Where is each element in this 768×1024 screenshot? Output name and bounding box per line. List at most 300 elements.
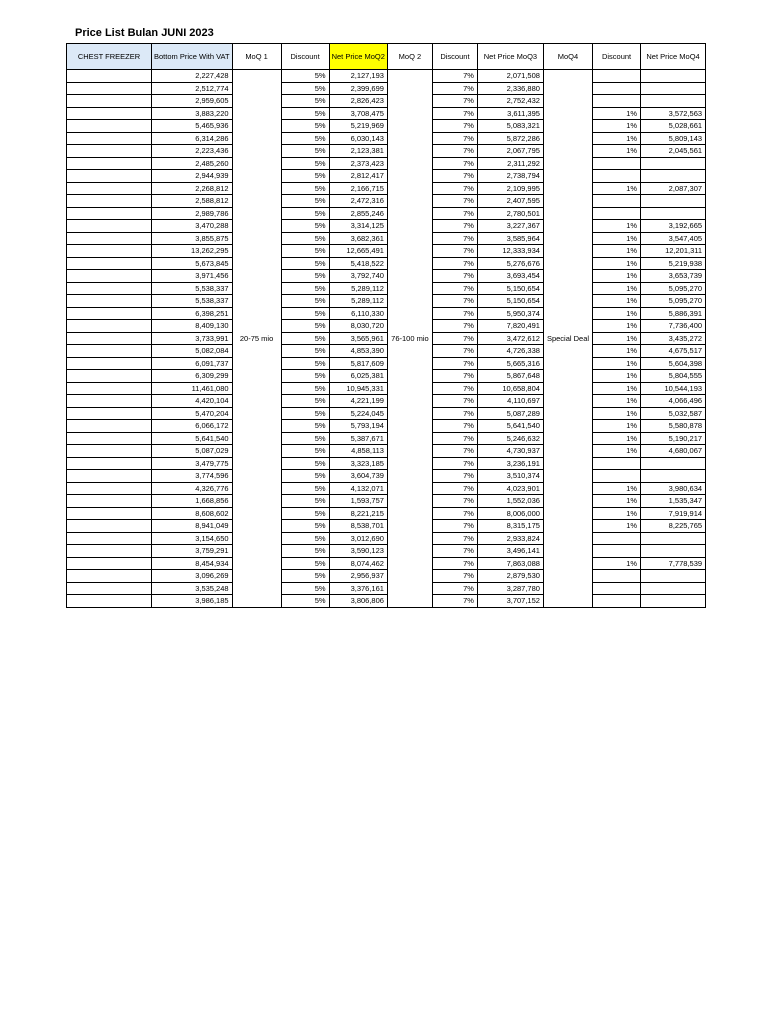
net-price-moq3-cell: 5,276,676 [477, 257, 543, 270]
net-price-moq3-cell: 2,933,824 [477, 532, 543, 545]
discount-2-cell: 7% [432, 232, 477, 245]
table-row [67, 182, 706, 195]
net-price-moq4-cell: 7,919,914 [641, 507, 706, 520]
product-cell [67, 207, 152, 220]
discount-1-cell: 5% [281, 570, 329, 583]
header-discount-2: Discount [432, 44, 477, 70]
table-row [67, 295, 706, 308]
discount-3-cell: 1% [593, 182, 641, 195]
product-cell [67, 132, 152, 145]
net-price-moq3-cell: 5,087,289 [477, 407, 543, 420]
table-row [67, 282, 706, 295]
discount-1-cell: 5% [281, 382, 329, 395]
product-cell [67, 257, 152, 270]
table-row [67, 245, 706, 258]
net-price-moq3-cell: 2,407,595 [477, 195, 543, 208]
product-cell [67, 532, 152, 545]
net-price-moq2-cell: 6,025,381 [329, 370, 387, 383]
discount-1-cell: 5% [281, 145, 329, 158]
discount-2-cell: 7% [432, 507, 477, 520]
table-row [67, 545, 706, 558]
discount-2-cell: 7% [432, 482, 477, 495]
discount-1-cell: 5% [281, 470, 329, 483]
header-discount-3: Discount [593, 44, 641, 70]
discount-3-cell: 1% [593, 332, 641, 345]
table-row [67, 445, 706, 458]
net-price-moq2-cell: 3,806,806 [329, 595, 387, 608]
net-price-moq3-cell: 2,109,995 [477, 182, 543, 195]
discount-3-cell [593, 532, 641, 545]
bottom-price-cell: 5,470,204 [152, 407, 233, 420]
table-row [67, 482, 706, 495]
moq4-deal-cell: Special Deal [543, 70, 592, 608]
net-price-moq2-cell: 4,858,113 [329, 445, 387, 458]
bottom-price-cell: 5,465,936 [152, 120, 233, 133]
product-cell [67, 307, 152, 320]
discount-3-cell: 1% [593, 320, 641, 333]
discount-2-cell: 7% [432, 207, 477, 220]
discount-3-cell: 1% [593, 557, 641, 570]
discount-3-cell: 1% [593, 270, 641, 283]
net-price-moq4-cell: 5,095,270 [641, 295, 706, 308]
discount-1-cell: 5% [281, 595, 329, 608]
net-price-moq2-cell: 2,373,423 [329, 157, 387, 170]
net-price-moq2-cell: 10,945,331 [329, 382, 387, 395]
discount-3-cell: 1% [593, 407, 641, 420]
product-cell [67, 270, 152, 283]
product-cell [67, 545, 152, 558]
bottom-price-cell: 3,535,248 [152, 582, 233, 595]
table-row [67, 432, 706, 445]
discount-1-cell: 5% [281, 482, 329, 495]
discount-2-cell: 7% [432, 495, 477, 508]
net-price-moq3-cell: 4,110,697 [477, 395, 543, 408]
product-cell [67, 332, 152, 345]
net-price-moq4-cell: 5,028,661 [641, 120, 706, 133]
discount-3-cell [593, 170, 641, 183]
discount-1-cell: 5% [281, 282, 329, 295]
bottom-price-cell: 5,538,337 [152, 295, 233, 308]
net-price-moq4-cell [641, 195, 706, 208]
discount-3-cell: 1% [593, 357, 641, 370]
net-price-moq3-cell: 5,867,648 [477, 370, 543, 383]
table-row [67, 270, 706, 283]
table-row [67, 595, 706, 608]
table-row [67, 457, 706, 470]
net-price-moq2-cell: 1,593,757 [329, 495, 387, 508]
net-price-moq3-cell: 5,641,540 [477, 420, 543, 433]
discount-3-cell [593, 582, 641, 595]
table-row [67, 420, 706, 433]
discount-3-cell: 1% [593, 420, 641, 433]
discount-2-cell: 7% [432, 70, 477, 83]
discount-3-cell: 1% [593, 495, 641, 508]
discount-3-cell [593, 195, 641, 208]
discount-2-cell: 7% [432, 132, 477, 145]
net-price-moq4-cell: 3,572,563 [641, 107, 706, 120]
net-price-moq2-cell: 5,219,969 [329, 120, 387, 133]
net-price-moq4-cell [641, 545, 706, 558]
net-price-moq4-cell: 5,804,555 [641, 370, 706, 383]
discount-1-cell: 5% [281, 307, 329, 320]
product-cell [67, 345, 152, 358]
discount-1-cell: 5% [281, 270, 329, 283]
product-cell [67, 395, 152, 408]
table-row [67, 220, 706, 233]
discount-3-cell [593, 595, 641, 608]
moq1-range-cell: 20-75 mio [232, 70, 281, 608]
table-row [67, 82, 706, 95]
discount-2-cell: 7% [432, 357, 477, 370]
discount-2-cell: 7% [432, 307, 477, 320]
net-price-moq2-cell: 3,604,739 [329, 470, 387, 483]
table-row [67, 495, 706, 508]
table-row [67, 320, 706, 333]
net-price-moq4-cell: 3,192,665 [641, 220, 706, 233]
net-price-moq2-cell: 2,956,937 [329, 570, 387, 583]
discount-3-cell: 1% [593, 220, 641, 233]
product-cell [67, 570, 152, 583]
header-discount-1: Discount [281, 44, 329, 70]
net-price-moq4-cell: 4,680,067 [641, 445, 706, 458]
net-price-moq3-cell: 5,246,632 [477, 432, 543, 445]
discount-1-cell: 5% [281, 507, 329, 520]
product-cell [67, 120, 152, 133]
table-row [67, 332, 706, 345]
bottom-price-cell: 5,673,845 [152, 257, 233, 270]
bottom-price-cell: 3,096,269 [152, 570, 233, 583]
net-price-moq4-cell: 5,032,587 [641, 407, 706, 420]
discount-3-cell: 1% [593, 257, 641, 270]
product-cell [67, 107, 152, 120]
discount-1-cell: 5% [281, 157, 329, 170]
table-row [67, 207, 706, 220]
discount-1-cell: 5% [281, 457, 329, 470]
sheet-title: Price List Bulan JUNI 2023 [75, 27, 214, 39]
discount-3-cell [593, 570, 641, 583]
product-cell [67, 595, 152, 608]
table-row [67, 470, 706, 483]
discount-3-cell: 1% [593, 432, 641, 445]
net-price-moq2-cell: 3,590,123 [329, 545, 387, 558]
net-price-moq4-cell [641, 207, 706, 220]
discount-2-cell: 7% [432, 120, 477, 133]
bottom-price-cell: 1,668,856 [152, 495, 233, 508]
discount-2-cell: 7% [432, 295, 477, 308]
bottom-price-cell: 2,959,605 [152, 95, 233, 108]
discount-3-cell: 1% [593, 307, 641, 320]
product-cell [67, 195, 152, 208]
table-row [67, 582, 706, 595]
net-price-moq3-cell: 2,336,880 [477, 82, 543, 95]
bottom-price-cell: 2,989,786 [152, 207, 233, 220]
net-price-moq4-cell: 5,580,878 [641, 420, 706, 433]
bottom-price-cell: 5,087,029 [152, 445, 233, 458]
header-moq1: MoQ 1 [232, 44, 281, 70]
discount-2-cell: 7% [432, 445, 477, 458]
net-price-moq2-cell: 2,127,193 [329, 70, 387, 83]
bottom-price-cell: 2,268,812 [152, 182, 233, 195]
net-price-moq2-cell: 2,855,246 [329, 207, 387, 220]
table-row [67, 170, 706, 183]
discount-2-cell: 7% [432, 220, 477, 233]
product-cell [67, 282, 152, 295]
discount-1-cell: 5% [281, 345, 329, 358]
discount-3-cell: 1% [593, 482, 641, 495]
discount-2-cell: 7% [432, 270, 477, 283]
header-net-price-moq3: Net Price MoQ3 [477, 44, 543, 70]
net-price-moq3-cell: 7,820,491 [477, 320, 543, 333]
net-price-moq4-cell: 10,544,193 [641, 382, 706, 395]
net-price-moq3-cell: 3,585,964 [477, 232, 543, 245]
bottom-price-cell: 2,512,774 [152, 82, 233, 95]
discount-2-cell: 7% [432, 157, 477, 170]
net-price-moq4-cell: 1,535,347 [641, 495, 706, 508]
net-price-moq4-cell: 4,066,496 [641, 395, 706, 408]
table-row [67, 157, 706, 170]
net-price-moq4-cell [641, 170, 706, 183]
net-price-moq4-cell: 2,087,307 [641, 182, 706, 195]
product-cell [67, 320, 152, 333]
net-price-moq2-cell: 8,074,462 [329, 557, 387, 570]
net-price-moq2-cell: 4,853,390 [329, 345, 387, 358]
bottom-price-cell: 6,091,737 [152, 357, 233, 370]
table-row [67, 532, 706, 545]
discount-2-cell: 7% [432, 82, 477, 95]
net-price-moq2-cell: 3,708,475 [329, 107, 387, 120]
table-row [67, 232, 706, 245]
discount-1-cell: 5% [281, 520, 329, 533]
net-price-moq2-cell: 8,221,215 [329, 507, 387, 520]
discount-2-cell: 7% [432, 320, 477, 333]
bottom-price-cell: 8,454,934 [152, 557, 233, 570]
net-price-moq3-cell: 2,071,508 [477, 70, 543, 83]
product-cell [67, 432, 152, 445]
net-price-moq2-cell: 6,030,143 [329, 132, 387, 145]
bottom-price-cell: 4,420,104 [152, 395, 233, 408]
bottom-price-cell: 3,774,596 [152, 470, 233, 483]
product-cell [67, 557, 152, 570]
product-cell [67, 520, 152, 533]
discount-2-cell: 7% [432, 582, 477, 595]
table-row [67, 95, 706, 108]
product-cell [67, 357, 152, 370]
bottom-price-cell: 6,066,172 [152, 420, 233, 433]
net-price-moq4-cell [641, 570, 706, 583]
discount-3-cell [593, 95, 641, 108]
bottom-price-cell: 6,398,251 [152, 307, 233, 320]
net-price-moq4-cell: 5,095,270 [641, 282, 706, 295]
discount-2-cell: 7% [432, 570, 477, 583]
net-price-moq3-cell: 7,863,088 [477, 557, 543, 570]
net-price-moq2-cell: 5,289,112 [329, 282, 387, 295]
net-price-moq2-cell: 5,387,671 [329, 432, 387, 445]
discount-2-cell: 7% [432, 345, 477, 358]
net-price-moq2-cell: 12,665,491 [329, 245, 387, 258]
bottom-price-cell: 2,588,812 [152, 195, 233, 208]
net-price-moq3-cell: 3,236,191 [477, 457, 543, 470]
product-cell [67, 220, 152, 233]
bottom-price-cell: 8,941,049 [152, 520, 233, 533]
discount-2-cell: 7% [432, 407, 477, 420]
product-cell [67, 382, 152, 395]
bottom-price-cell: 3,470,288 [152, 220, 233, 233]
discount-3-cell: 1% [593, 445, 641, 458]
discount-2-cell: 7% [432, 395, 477, 408]
net-price-moq2-cell: 2,123,381 [329, 145, 387, 158]
discount-1-cell: 5% [281, 582, 329, 595]
net-price-moq3-cell: 2,311,292 [477, 157, 543, 170]
net-price-moq4-cell: 7,736,400 [641, 320, 706, 333]
discount-1-cell: 5% [281, 245, 329, 258]
discount-2-cell: 7% [432, 470, 477, 483]
net-price-moq2-cell: 8,030,720 [329, 320, 387, 333]
net-price-moq3-cell: 10,658,804 [477, 382, 543, 395]
net-price-moq2-cell: 3,792,740 [329, 270, 387, 283]
discount-3-cell: 1% [593, 132, 641, 145]
discount-2-cell: 7% [432, 95, 477, 108]
header-moq2: MoQ 2 [387, 44, 432, 70]
product-cell [67, 95, 152, 108]
header-category: CHEST FREEZER [67, 44, 152, 70]
bottom-price-cell: 11,461,080 [152, 382, 233, 395]
bottom-price-cell: 5,082,084 [152, 345, 233, 358]
net-price-moq4-cell: 5,190,217 [641, 432, 706, 445]
net-price-moq3-cell: 2,780,501 [477, 207, 543, 220]
net-price-moq4-cell [641, 157, 706, 170]
discount-2-cell: 7% [432, 370, 477, 383]
table-row [67, 507, 706, 520]
discount-2-cell: 7% [432, 107, 477, 120]
net-price-moq2-cell: 6,110,330 [329, 307, 387, 320]
product-cell [67, 182, 152, 195]
net-price-moq2-cell: 5,224,045 [329, 407, 387, 420]
discount-3-cell: 1% [593, 282, 641, 295]
discount-1-cell: 5% [281, 182, 329, 195]
net-price-moq4-cell [641, 595, 706, 608]
discount-2-cell: 7% [432, 282, 477, 295]
net-price-moq4-cell [641, 470, 706, 483]
discount-3-cell: 1% [593, 520, 641, 533]
net-price-moq3-cell: 5,950,374 [477, 307, 543, 320]
discount-1-cell: 5% [281, 532, 329, 545]
net-price-moq3-cell: 3,496,141 [477, 545, 543, 558]
net-price-moq3-cell: 5,083,321 [477, 120, 543, 133]
net-price-moq3-cell: 5,150,654 [477, 295, 543, 308]
discount-3-cell [593, 457, 641, 470]
discount-1-cell: 5% [281, 545, 329, 558]
discount-3-cell [593, 82, 641, 95]
net-price-moq2-cell: 5,289,112 [329, 295, 387, 308]
header-bottom-price: Bottom Price With VAT [152, 44, 233, 70]
net-price-moq3-cell: 3,611,395 [477, 107, 543, 120]
bottom-price-cell: 2,227,428 [152, 70, 233, 83]
bottom-price-cell: 3,759,291 [152, 545, 233, 558]
bottom-price-cell: 2,223,436 [152, 145, 233, 158]
discount-1-cell: 5% [281, 232, 329, 245]
net-price-moq4-cell [641, 70, 706, 83]
discount-3-cell: 1% [593, 295, 641, 308]
table-row [67, 70, 706, 83]
discount-1-cell: 5% [281, 407, 329, 420]
discount-3-cell: 1% [593, 245, 641, 258]
bottom-price-cell: 2,485,260 [152, 157, 233, 170]
net-price-moq3-cell: 12,333,934 [477, 245, 543, 258]
header-moq4: MoQ4 [543, 44, 592, 70]
discount-1-cell: 5% [281, 557, 329, 570]
discount-2-cell: 7% [432, 145, 477, 158]
discount-1-cell: 5% [281, 370, 329, 383]
net-price-moq2-cell: 3,323,185 [329, 457, 387, 470]
bottom-price-cell: 6,314,286 [152, 132, 233, 145]
product-cell [67, 245, 152, 258]
product-cell [67, 482, 152, 495]
table-row [67, 357, 706, 370]
net-price-moq3-cell: 3,227,367 [477, 220, 543, 233]
net-price-moq4-cell: 3,435,272 [641, 332, 706, 345]
discount-2-cell: 7% [432, 520, 477, 533]
price-table [66, 43, 706, 608]
net-price-moq2-cell: 5,817,609 [329, 357, 387, 370]
discount-1-cell: 5% [281, 495, 329, 508]
discount-3-cell: 1% [593, 370, 641, 383]
bottom-price-cell: 3,883,220 [152, 107, 233, 120]
net-price-moq4-cell [641, 582, 706, 595]
net-price-moq3-cell: 2,738,794 [477, 170, 543, 183]
discount-2-cell: 7% [432, 557, 477, 570]
discount-2-cell: 7% [432, 457, 477, 470]
product-cell [67, 495, 152, 508]
discount-2-cell: 7% [432, 532, 477, 545]
bottom-price-cell: 3,154,650 [152, 532, 233, 545]
table-row [67, 407, 706, 420]
net-price-moq2-cell: 3,682,361 [329, 232, 387, 245]
discount-1-cell: 5% [281, 357, 329, 370]
discount-1-cell: 5% [281, 107, 329, 120]
net-price-moq4-cell: 8,225,765 [641, 520, 706, 533]
bottom-price-cell: 2,944,939 [152, 170, 233, 183]
table-row [67, 107, 706, 120]
bottom-price-cell: 5,538,337 [152, 282, 233, 295]
net-price-moq4-cell: 7,778,539 [641, 557, 706, 570]
discount-2-cell: 7% [432, 420, 477, 433]
discount-2-cell: 7% [432, 332, 477, 345]
discount-1-cell: 5% [281, 445, 329, 458]
product-cell [67, 170, 152, 183]
table-body [67, 70, 706, 608]
table-row [67, 145, 706, 158]
discount-3-cell: 1% [593, 345, 641, 358]
bottom-price-cell: 4,326,776 [152, 482, 233, 495]
net-price-moq3-cell: 2,879,530 [477, 570, 543, 583]
table-row [67, 132, 706, 145]
net-price-moq4-cell: 3,547,405 [641, 232, 706, 245]
net-price-moq3-cell: 1,552,036 [477, 495, 543, 508]
discount-2-cell: 7% [432, 245, 477, 258]
net-price-moq4-cell [641, 82, 706, 95]
table-row [67, 570, 706, 583]
bottom-price-cell: 6,309,299 [152, 370, 233, 383]
product-cell [67, 232, 152, 245]
discount-2-cell: 7% [432, 382, 477, 395]
net-price-moq4-cell: 5,886,391 [641, 307, 706, 320]
net-price-moq4-cell: 4,675,517 [641, 345, 706, 358]
table-row [67, 382, 706, 395]
discount-1-cell: 5% [281, 320, 329, 333]
net-price-moq4-cell [641, 532, 706, 545]
net-price-moq2-cell: 4,221,199 [329, 395, 387, 408]
discount-1-cell: 5% [281, 170, 329, 183]
